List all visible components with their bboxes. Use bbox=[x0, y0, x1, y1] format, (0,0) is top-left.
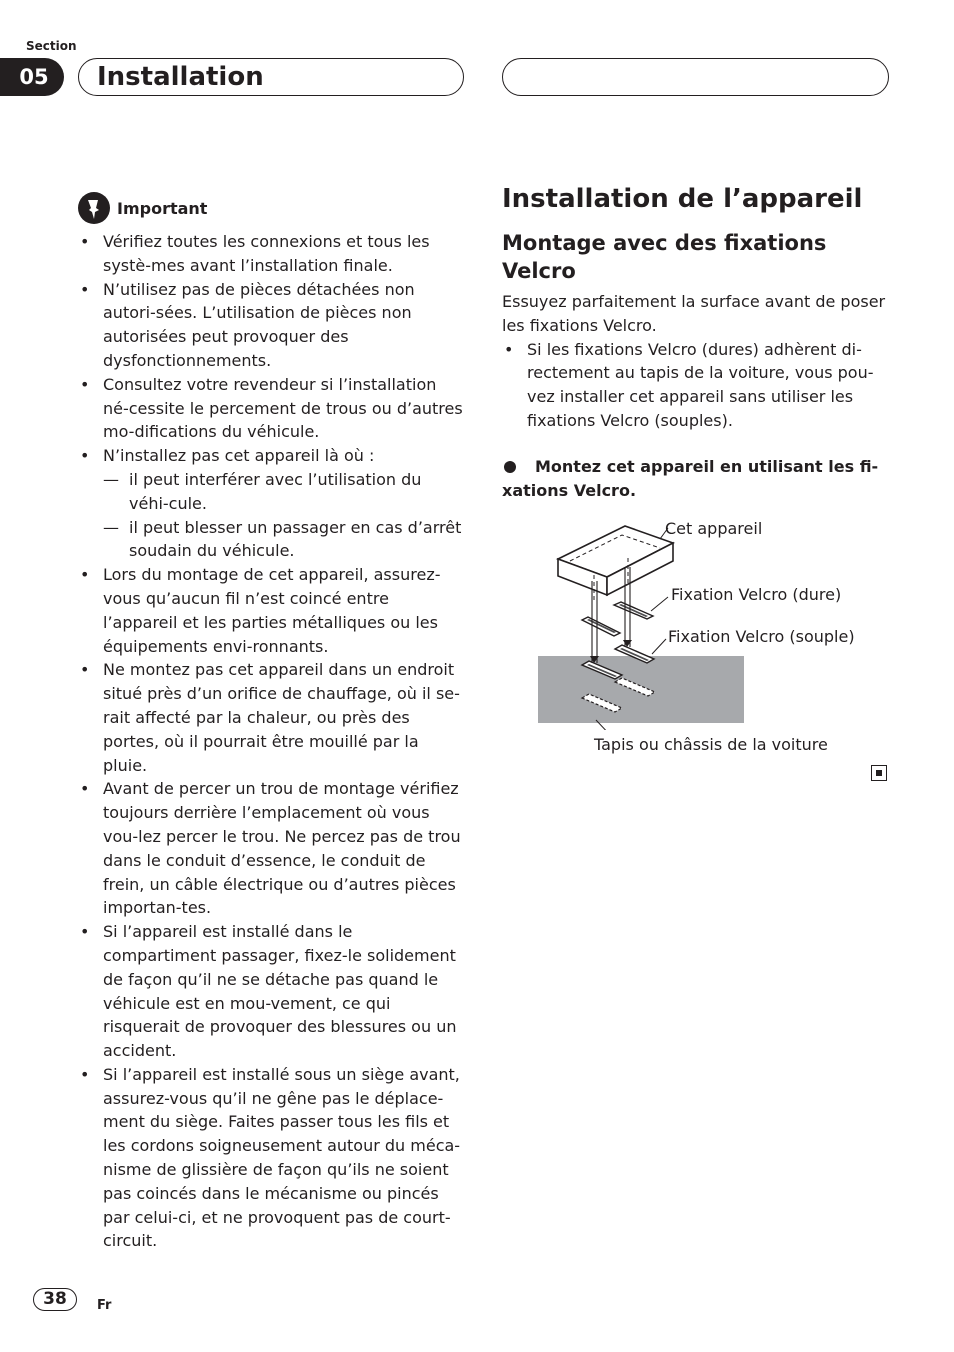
unit-box bbox=[558, 526, 673, 595]
list-item: • Si les fixations Velcro (dures) adhèrent di-rectement au tapis de la voiture, vous pou-vez installer cet appareil sans utiliser les fixations Velcro (souples). bbox=[502, 338, 887, 433]
important-heading: Important bbox=[117, 199, 208, 218]
list-item bbox=[78, 444, 466, 563]
page-heading: Installation de l’appareil bbox=[502, 184, 863, 214]
list-item: • Si l’appareil est installé dans le compartiment passager, fixez-le solidement de façon qu’il ne se détache pas quand le véhicule est en mou-vement, ce qui risquerait de provoquer des blessures ou un accident. bbox=[78, 920, 466, 1063]
label-unit: Cet appareil bbox=[665, 519, 763, 538]
label-velcro-soft: Fixation Velcro (souple) bbox=[668, 627, 855, 646]
important-icon bbox=[78, 192, 110, 224]
list-item: • N’utilisez pas de pièces détachées non autori-sées. L’utilisation de pièces non autorisées peut provoquer des dysfonctionnements. bbox=[78, 278, 466, 373]
label-velcro-hard: Fixation Velcro (dure) bbox=[671, 585, 842, 604]
section-number: 05 bbox=[0, 58, 64, 96]
intro-block bbox=[502, 290, 887, 433]
list-item: • Vérifiez toutes les connexions et tous les systè-mes avant l’installation finale. bbox=[78, 230, 466, 278]
sub-list-item: — il peut interférer avec l’utilisation du véhi-cule. bbox=[103, 468, 466, 516]
velcro-installation-diagram bbox=[530, 515, 780, 730]
section-title: Installation bbox=[97, 62, 264, 92]
sub-list-item: — il peut blesser un passager en cas d’arrêt soudain du véhicule. bbox=[103, 516, 466, 564]
step-instruction bbox=[502, 455, 887, 503]
list-item: • Si l’appareil est installé sous un siège avant, assurez-vous qu’il ne gêne pas le déplace-ment du siège. Faites passer tous les fils et les cordons soigneusement autour du méca-nisme de glissière de façon qu’ils ne soient pas coincés dans le mécanisme ou pincés par celui-ci, et ne provoquent pas de court-circuit. bbox=[78, 1063, 466, 1253]
section-label: Section bbox=[26, 39, 77, 53]
page-number: 38 bbox=[33, 1288, 77, 1311]
header-right-frame bbox=[502, 58, 889, 96]
end-of-section-icon bbox=[871, 765, 887, 781]
important-list bbox=[78, 230, 466, 1253]
language-code: Fr bbox=[97, 1298, 112, 1313]
list-item: • Lors du montage de cet appareil, assurez-vous qu’aucun fil n’est coincé entre l’appareil et les parties métalliques ou les équipements envi-ronnants. bbox=[78, 563, 466, 658]
label-car-floor: Tapis ou châssis de la voiture bbox=[594, 735, 828, 754]
list-item: • Avant de percer un trou de montage vérifiez toujours derrière l’emplacement où vous vou-lez percer le trou. Ne percez pas de trou dans le conduit d’essence, le conduit de frein, un câble électrique ou d’autres pièces importan-tes. bbox=[78, 777, 466, 920]
list-item: • Consultez votre revendeur si l’installation né-cessite le percement de trous ou d’autres mo-difications du véhicule. bbox=[78, 373, 466, 444]
intro-text: Essuyez parfaitement la surface avant de poser les fixations Velcro. bbox=[502, 292, 886, 335]
subheading: Montage avec des fixations Velcro bbox=[502, 231, 827, 283]
list-item: • Ne montez pas cet appareil dans un endroit situé près d’un orifice de chauffage, où il se-rait affecté par la chaleur, ou près des portes, où il pourrait être mouillé par la pluie. bbox=[78, 658, 466, 777]
step-text: Montez cet appareil en utilisant les fi-xations Velcro. bbox=[502, 457, 879, 500]
list-item-text: N’installez pas cet appareil là où : bbox=[103, 446, 375, 466]
step-bullet-icon bbox=[504, 461, 516, 473]
